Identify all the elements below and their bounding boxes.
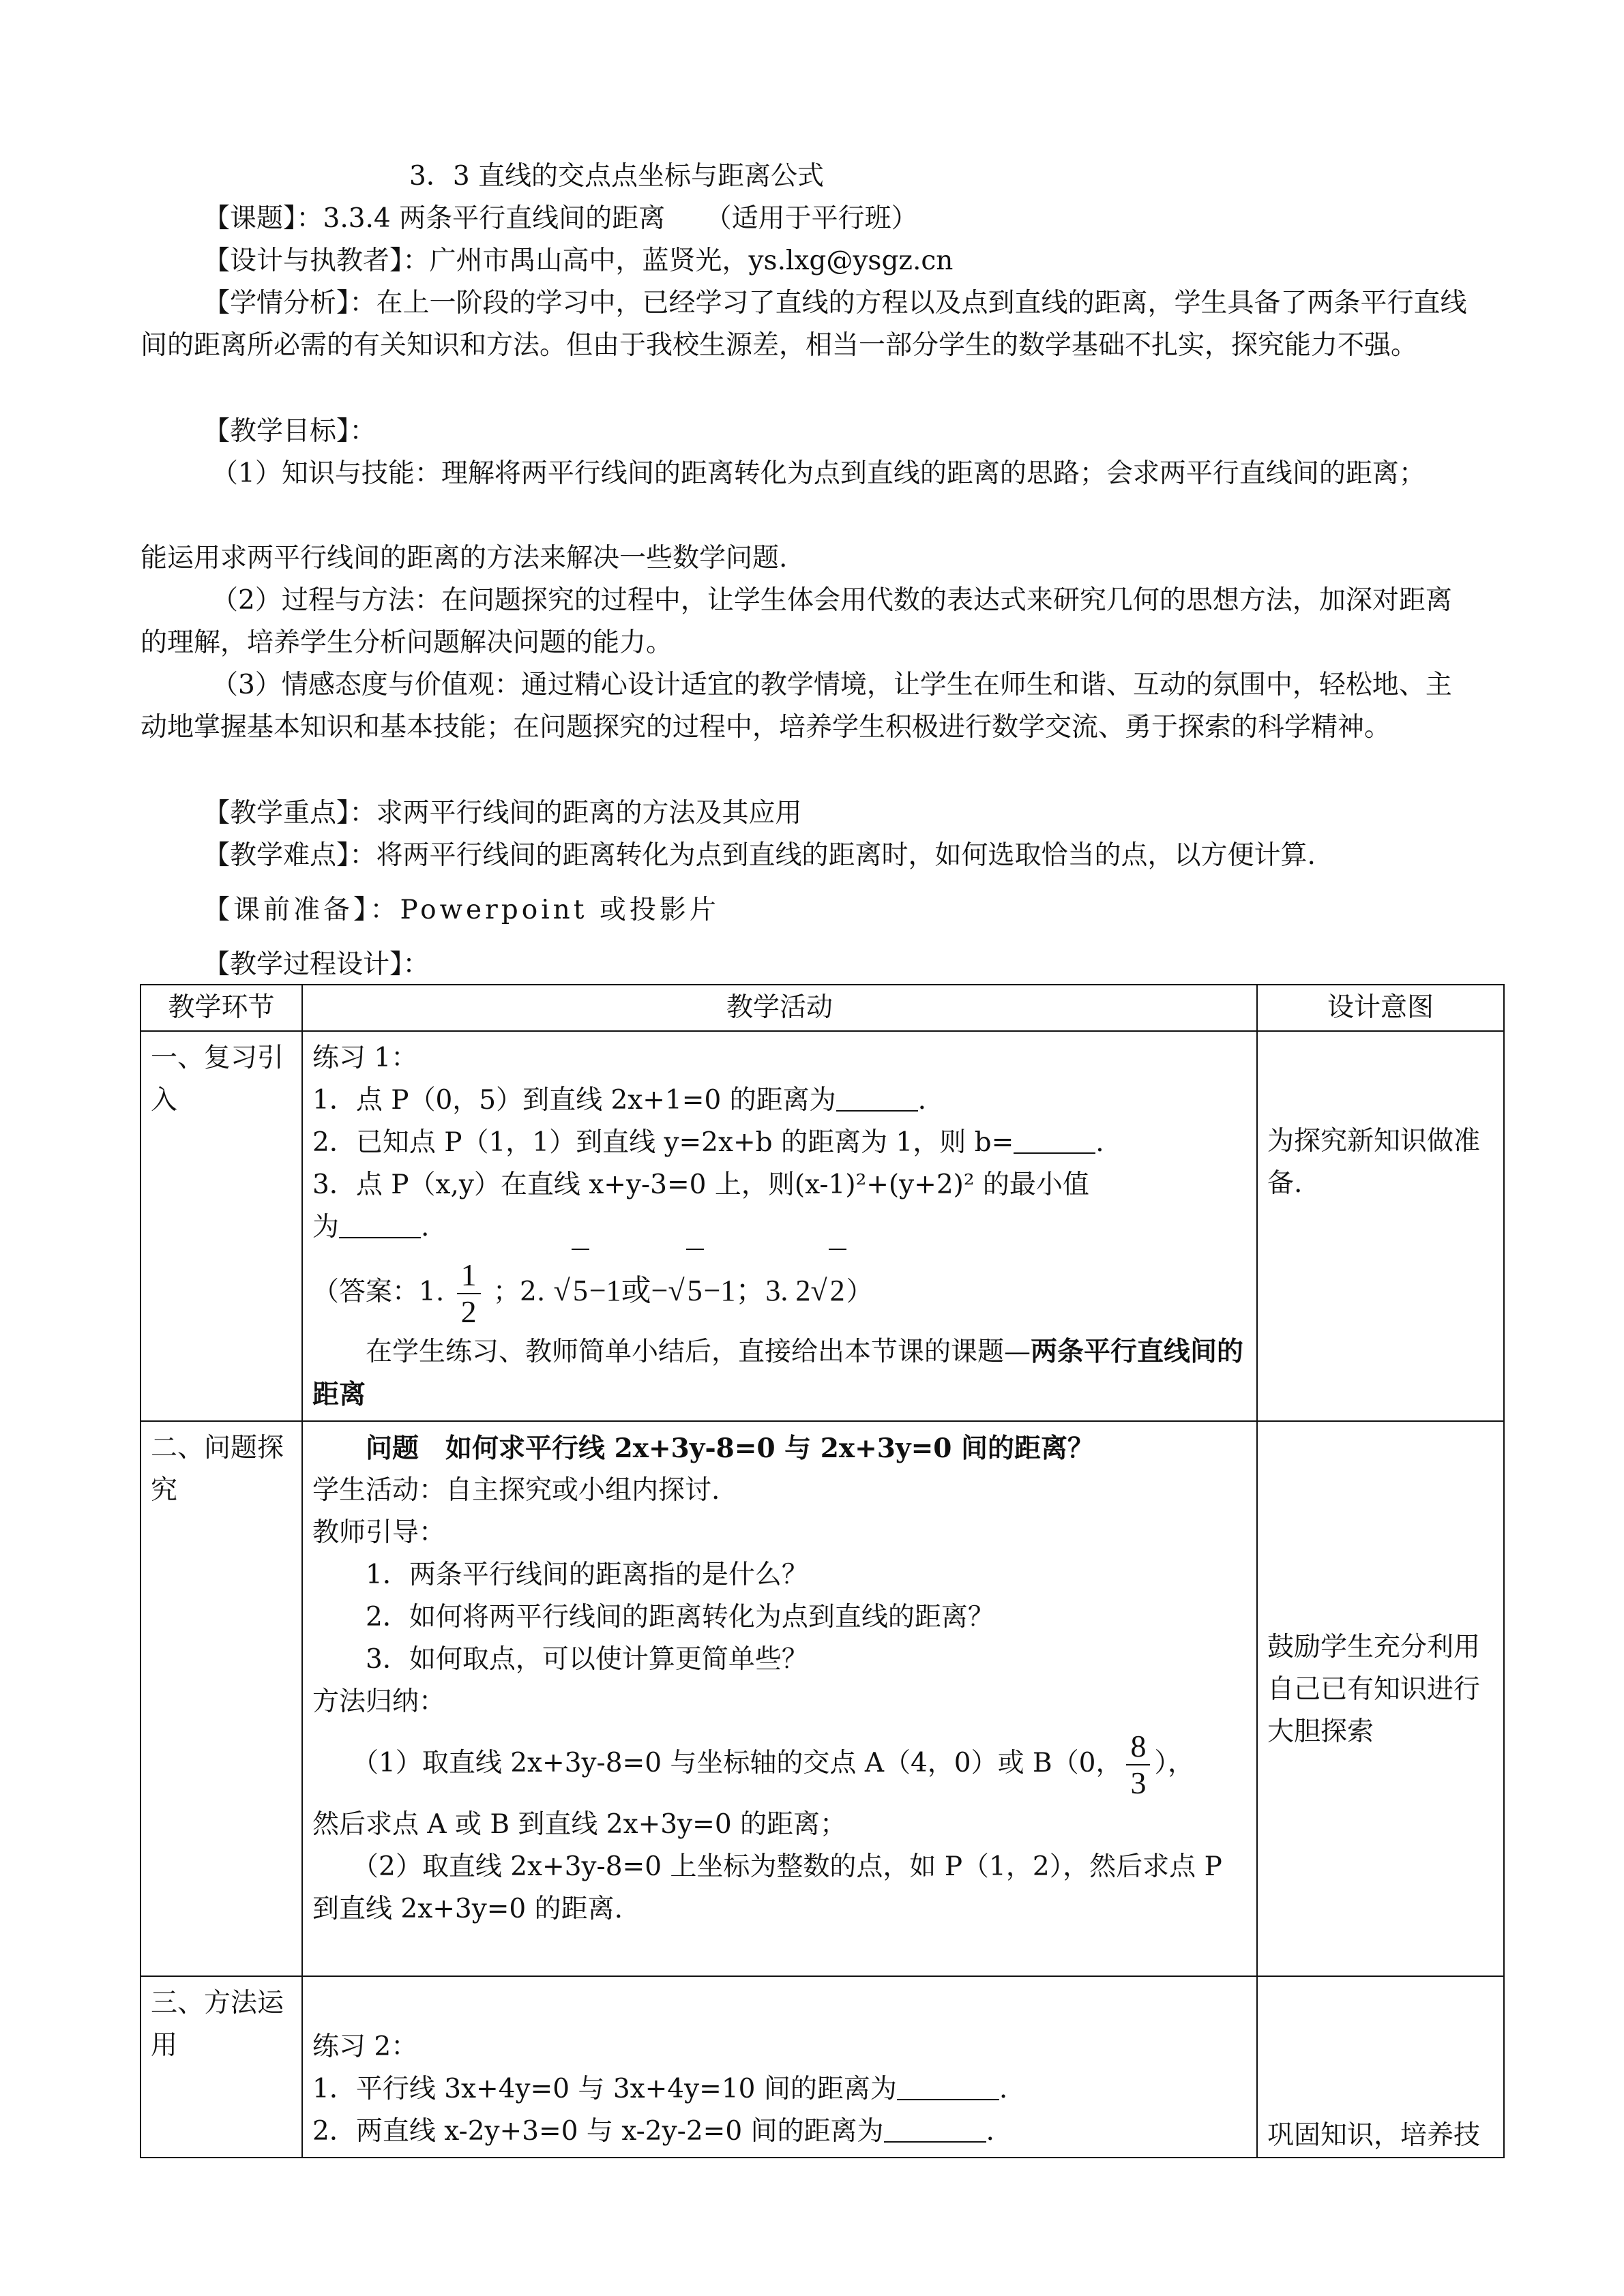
goal-2: （2）过程与方法：在问题探究的过程中，让学生体会用代数的表达式来研究几何的思想方法，加深对距离的理解，培养学生分析问题解决问题的能力。 — [141, 585, 1452, 658]
exercise-text: 1．平行线 3x+4y=0 与 3x+4y=10 间的距离为 — [312, 2074, 897, 2104]
activity-cell — [302, 1421, 1257, 1976]
analysis-text: 在上一阶段的学习中，已经学习了直线的方程以及点到直线的距离，学生具备了两条平行直线间的距离所必需的有关知识和方法。但由于我校生源差，相当一部分学生的数学基础不扎实，探究能力不强。 — [141, 288, 1467, 361]
fraction-denominator: 2 — [460, 1294, 477, 1329]
exercise-title: 练习 2： — [312, 2031, 418, 2062]
exercise-text: 2．两直线 x-2y+3=0 与 x-2y-2=0 间的距离为 — [312, 2116, 884, 2147]
fraction-eight-thirds — [1126, 1729, 1150, 1801]
goals-label: 【教学目标】： — [203, 416, 377, 447]
exercise-text: 1．点 P（0，5）到直线 2x+1=0 的距离为 — [312, 1085, 836, 1116]
key-label: 【教学重点】： — [203, 798, 377, 829]
stage-cell: 三、方法运用 — [141, 1976, 302, 2158]
answer-blank — [897, 2076, 999, 2100]
summary-bold-text: 两条平行直线间的距离 — [312, 1336, 1244, 1410]
method-1b: 然后求点 A 或 B 到直线 2x+3y=0 的距离； — [312, 1809, 847, 1840]
method-label: 方法归纳： — [312, 1686, 446, 1717]
answer-blank — [884, 2118, 986, 2143]
page-title: 3．3 直线的交点点坐标与距离公式 — [409, 161, 825, 192]
designer-text: 广州市禺山高中，蓝贤光，ys.lxg@ysgz.cn — [429, 245, 954, 276]
summary-text: 在学生练习、教师简单小结后，直接给出本节课的课题— — [366, 1337, 1031, 1367]
sqrt-symbol: √5 — [554, 1274, 589, 1307]
teacher-guide-label: 教师引导： — [312, 1517, 446, 1548]
table-row — [141, 1421, 1504, 1976]
method-1-text: （1）取直线 2x+3y-8=0 与坐标轴的交点 A（4，0）或 B（0， — [352, 1748, 1123, 1778]
topic-line — [203, 198, 1554, 240]
exercise-text-end: . — [421, 1212, 430, 1242]
answer-open: （答案：1. — [312, 1277, 445, 1307]
sqrt-radicand: 5 — [686, 1249, 704, 1332]
answer-blank — [339, 1214, 421, 1238]
exercise-item — [312, 1122, 1247, 1164]
difficulty-line — [203, 835, 1554, 877]
designer-line — [203, 240, 1554, 282]
fraction-one-half — [457, 1257, 481, 1330]
fraction-numerator: 1 — [457, 1257, 481, 1294]
exercise-item — [312, 2111, 1247, 2153]
fraction-numerator: 8 — [1126, 1729, 1150, 1765]
lesson-table — [140, 984, 1505, 2158]
goal-1b: 能运用求两平行线间的距离的方法来解决一些数学问题. — [141, 543, 788, 573]
activity-cell — [302, 1976, 1257, 2158]
prep-line: 【课前准备】：Powerpoint 或投影片 — [203, 895, 720, 925]
stage-cell: 二、问题探究 — [141, 1421, 302, 1976]
guide-item: 3．如何取点，可以使计算更简单些？ — [366, 1644, 808, 1675]
key-line — [203, 792, 1554, 835]
exercise-text: 2．已知点 P（1，1）到直线 y=2x+b 的距离为 1，则 b= — [312, 1127, 1014, 1158]
table-row — [141, 1976, 1504, 2158]
method-2: （2）取直线 2x+3y-8=0 上坐标为整数的点，如 P（1，2），然后求点 P 到直线 2x+3y=0 的距离. — [312, 1851, 1222, 1924]
header-stage: 教学环节 — [141, 985, 302, 1031]
problem-statement: 问题 如何求平行线 2x+3y-8=0 与 2x+3y=0 间的距离？ — [366, 1433, 1094, 1464]
intent-cell — [1257, 1976, 1504, 2158]
sqrt-radicand: 2 — [829, 1249, 846, 1332]
exercise-text-end: . — [917, 1085, 927, 1116]
sqrt-symbol: √5 — [668, 1274, 703, 1307]
answer-blank — [836, 1087, 918, 1112]
intent-cell — [1257, 1421, 1504, 1976]
intent-cell — [1257, 1031, 1504, 1421]
intent-text: 巩固知识，培养技 — [1267, 2120, 1481, 2151]
designer-label: 【设计与执教者】： — [203, 245, 430, 276]
answer-close: ） — [846, 1277, 873, 1307]
sqrt-radicand: 5 — [572, 1249, 589, 1332]
student-activity: 学生活动：自主探究或小组内探讨. — [312, 1475, 720, 1506]
answer-sep: ；2. — [493, 1277, 546, 1307]
header-intent: 设计意图 — [1257, 985, 1504, 1031]
table-row — [141, 1031, 1504, 1421]
answer-line — [312, 1249, 1247, 1330]
fraction-denominator: 3 — [1130, 1765, 1147, 1800]
exercise-title: 练习 1： — [312, 1043, 418, 1073]
key-text: 求两平行线间的距离的方法及其应用 — [376, 798, 802, 829]
difficulty-text: 将两平行线间的距离转化为点到直线的距离时，如何选取恰当的点，以方便计算. — [376, 840, 1316, 871]
analysis-paragraph — [141, 282, 1477, 367]
answer-mid: −1或− — [589, 1274, 668, 1307]
goal-3: （3）情感态度与价值观：通过精心设计适宜的教学情境，让学生在师生和谐、互动的氛围中，轻松地、主动地掌握基本知识和基本技能；在问题探究的过程中，培养学生积极进行数学交流、勇于探索的科学精神。 — [141, 670, 1452, 743]
table-header-row — [141, 985, 1504, 1031]
process-label: 【教学过程设计】： — [203, 949, 430, 980]
exercise-text-end: . — [999, 2074, 1008, 2104]
exercise-item — [312, 1079, 1247, 1122]
method-1 — [312, 1723, 1247, 1804]
intent-text: 鼓励学生充分利用自己已有知识进行大胆探索 — [1267, 1632, 1481, 1747]
guide-item: 2．如何将两平行线间的距离转化为点到直线的距离？ — [366, 1602, 994, 1632]
exercise-text-end: . — [986, 2116, 994, 2147]
summary-paragraph — [312, 1330, 1247, 1416]
exercise-item — [312, 2068, 1247, 2111]
method-1-end: ）， — [1154, 1748, 1194, 1778]
sqrt-symbol: √2 — [810, 1274, 846, 1307]
goal-1: （1）知识与技能：理解将两平行线间的距离转化为点到直线的距离的思路；会求两平行直线间的距离； — [211, 458, 1426, 489]
exercise-item — [312, 1164, 1097, 1249]
answer-tail: −1；3. 2 — [703, 1274, 811, 1307]
analysis-label: 【学情分析】： — [203, 288, 377, 318]
exercise-text-end: . — [1095, 1127, 1104, 1158]
activity-cell — [302, 1031, 1257, 1421]
header-activity: 教学活动 — [302, 985, 1257, 1031]
answer-blank — [1014, 1129, 1095, 1154]
topic-label: 【课题】： — [203, 203, 323, 234]
exercise-text: 3．点 P（x,y）在直线 x+y-3=0 上，则(x-1)²+(y+2)² 的最小值为 — [312, 1169, 1089, 1242]
intent-text: 为探究新知识做准备. — [1267, 1126, 1481, 1199]
stage-cell: 一、复习引入 — [141, 1031, 302, 1421]
difficulty-label: 【教学难点】： — [203, 840, 377, 871]
topic-text: 3.3.4 两条平行直线间的距离 （适用于平行班） — [323, 203, 918, 234]
guide-item: 1．两条平行线间的距离指的是什么？ — [366, 1560, 808, 1590]
